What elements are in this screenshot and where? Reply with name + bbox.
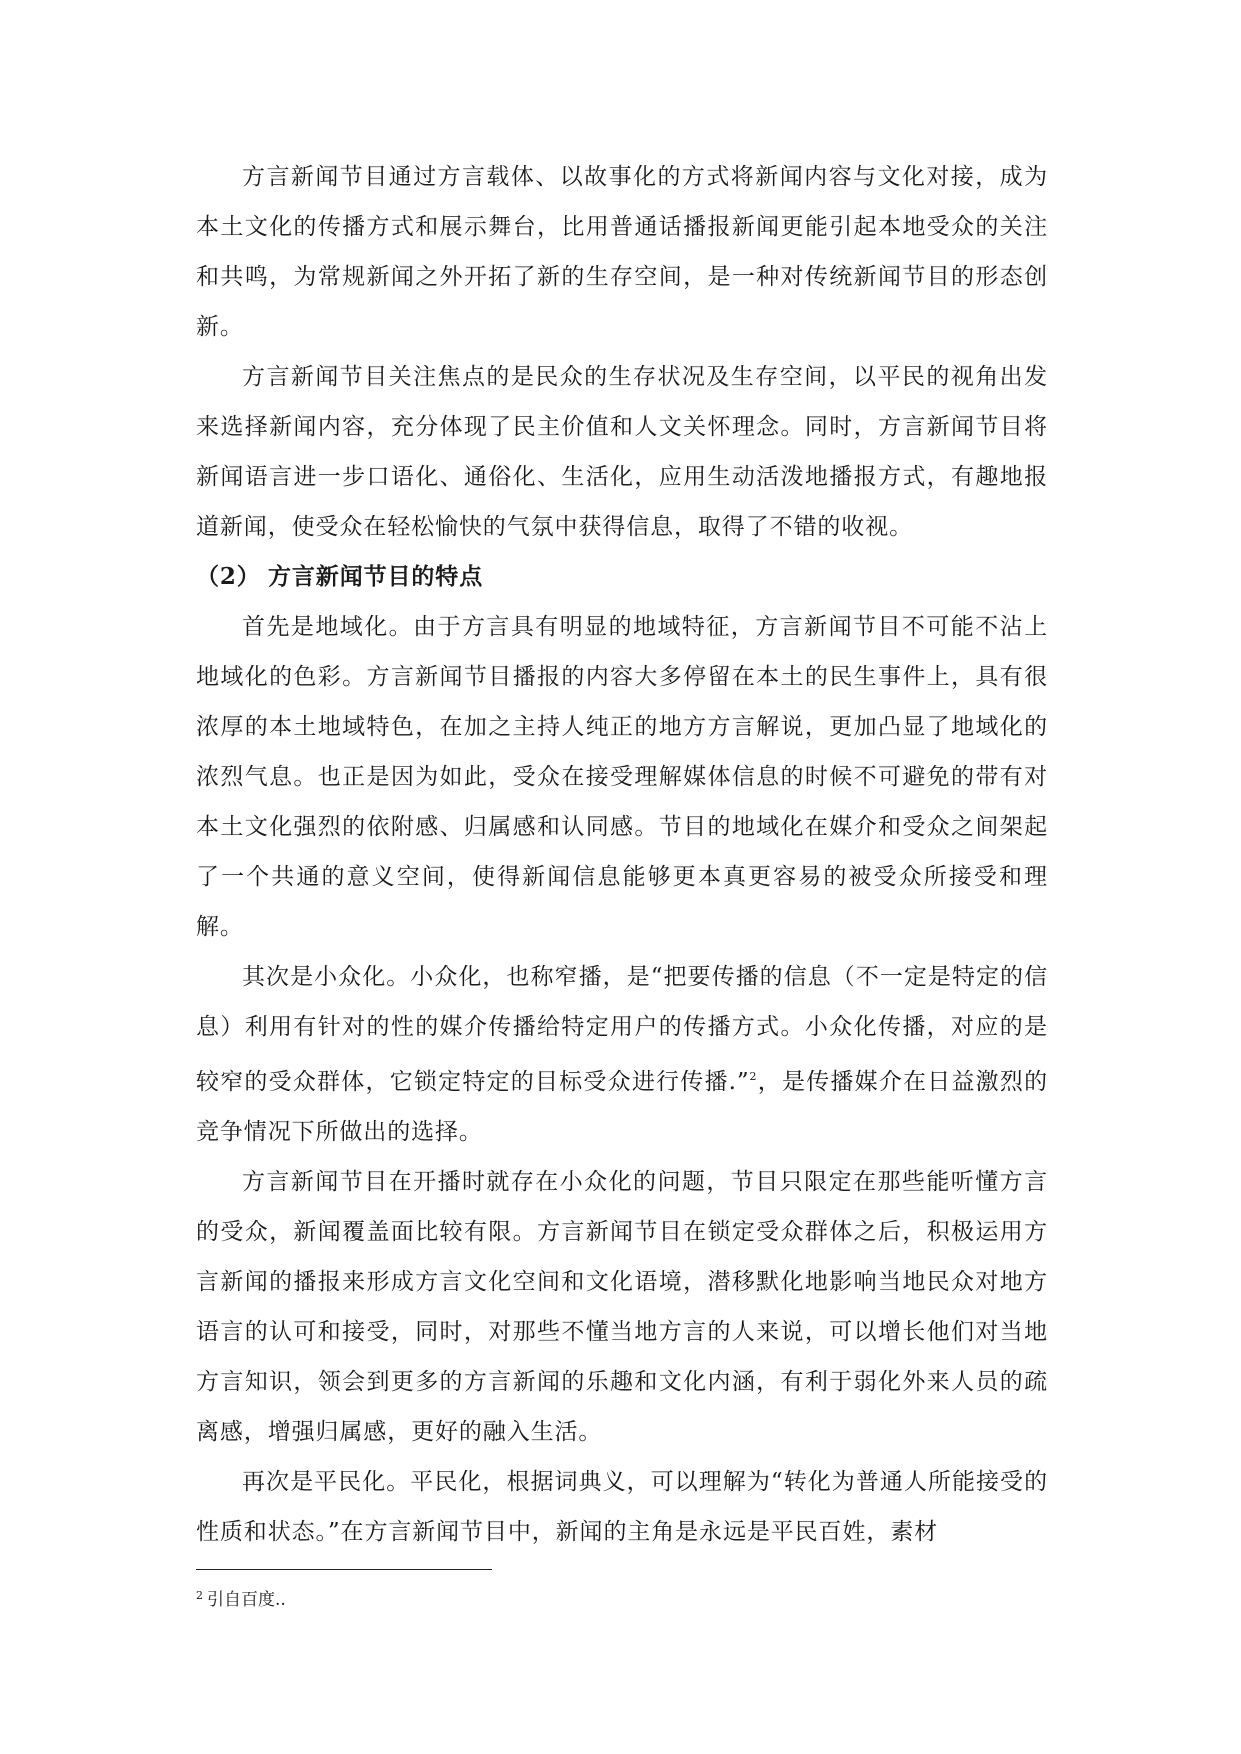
paragraph-1: 方言新闻节目通过方言载体、以故事化的方式将新闻内容与文化对接，成为本土文化的传播方式和展示舞台，比用普通话播报新闻更能引起本地受众的关注和共鸣，为常规新闻之外开拓了新的生存空间，是一种对传统新闻节目的形态创新。 xyxy=(196,164,1048,340)
paragraph-4-text: 其次是小众化。小众化，也称窄播，是“把要传播的信息（不一定是特定的信息）利用有针对的性的媒介传播给特定用户的传播方式。小众化传播，对应的是较窄的受众群体，它锁定特定的目标受众进行传播.” xyxy=(196,964,1048,1095)
footnote-reference[interactable]: 2 xyxy=(749,1070,758,1083)
body-text xyxy=(196,152,1048,1557)
footnote-marker: 2 xyxy=(196,1589,203,1602)
footnote-separator xyxy=(196,1569,492,1570)
section-title: 方言新闻节目的特点 xyxy=(268,563,484,590)
paragraph-4 xyxy=(196,952,1048,1157)
section-heading xyxy=(196,552,1048,602)
paragraph-3: 首先是地域化。由于方言具有明显的地域特征，方言新闻节目不可能不沾上地域化的色彩。方言新闻节目播报的内容大多停留在本土的民生事件上，具有很浓厚的本土地域特色，在加之主持人纯正的地方方言解说，更加凸显了地域化的浓烈气息。也正是因为如此，受众在接受理解媒体信息的时候不可避免的带有对本土文化强烈的依附感、归属感和认同感。节目的地域化在媒介和受众之间架起了一个共通的意义空间，使得新闻信息能够更本真更容易的被受众所接受和理解。 xyxy=(196,614,1048,940)
footnote-text: 引自百度.. xyxy=(207,1590,286,1610)
paragraph-4-text-end: ，是传播媒介在日益激烈的竞争情况下所做出的选择。 xyxy=(196,1069,1048,1145)
paragraph-2: 方言新闻节目关注焦点的是民众的生存状况及生存空间，以平民的视角出发来选择新闻内容，充分体现了民主价值和人文关怀理念。同时，方言新闻节目将新闻语言进一步口语化、通俗化、生活化，应用生动活泼地播报方式，有趣地报道新闻，使受众在轻松愉快的气氛中获得信息，取得了不错的收视。 xyxy=(196,364,1048,540)
paragraph-5: 方言新闻节目在开播时就存在小众化的问题，节目只限定在那些能听懂方言的受众，新闻覆盖面比较有限。方言新闻节目在锁定受众群体之后，积极运用方言新闻的播报来形成方言文化空间和文化语境，潜移默化地影响当地民众对地方语言的认可和接受，同时，对那些不懂当地方言的人来说，可以增长他们对当地方言知识，领会到更多的方言新闻的乐趣和文化内涵，有利于弱化外来人员的疏离感，增强归属感，更好的融入生活。 xyxy=(196,1169,1048,1445)
section-number: （2） xyxy=(196,563,261,590)
footnote xyxy=(196,1584,286,1612)
paragraph-6: 再次是平民化。平民化，根据词典义，可以理解为“转化为普通人所能接受的性质和状态。”在方言新闻节目中，新闻的主角是永远是平民百姓，素材 xyxy=(196,1469,1048,1545)
